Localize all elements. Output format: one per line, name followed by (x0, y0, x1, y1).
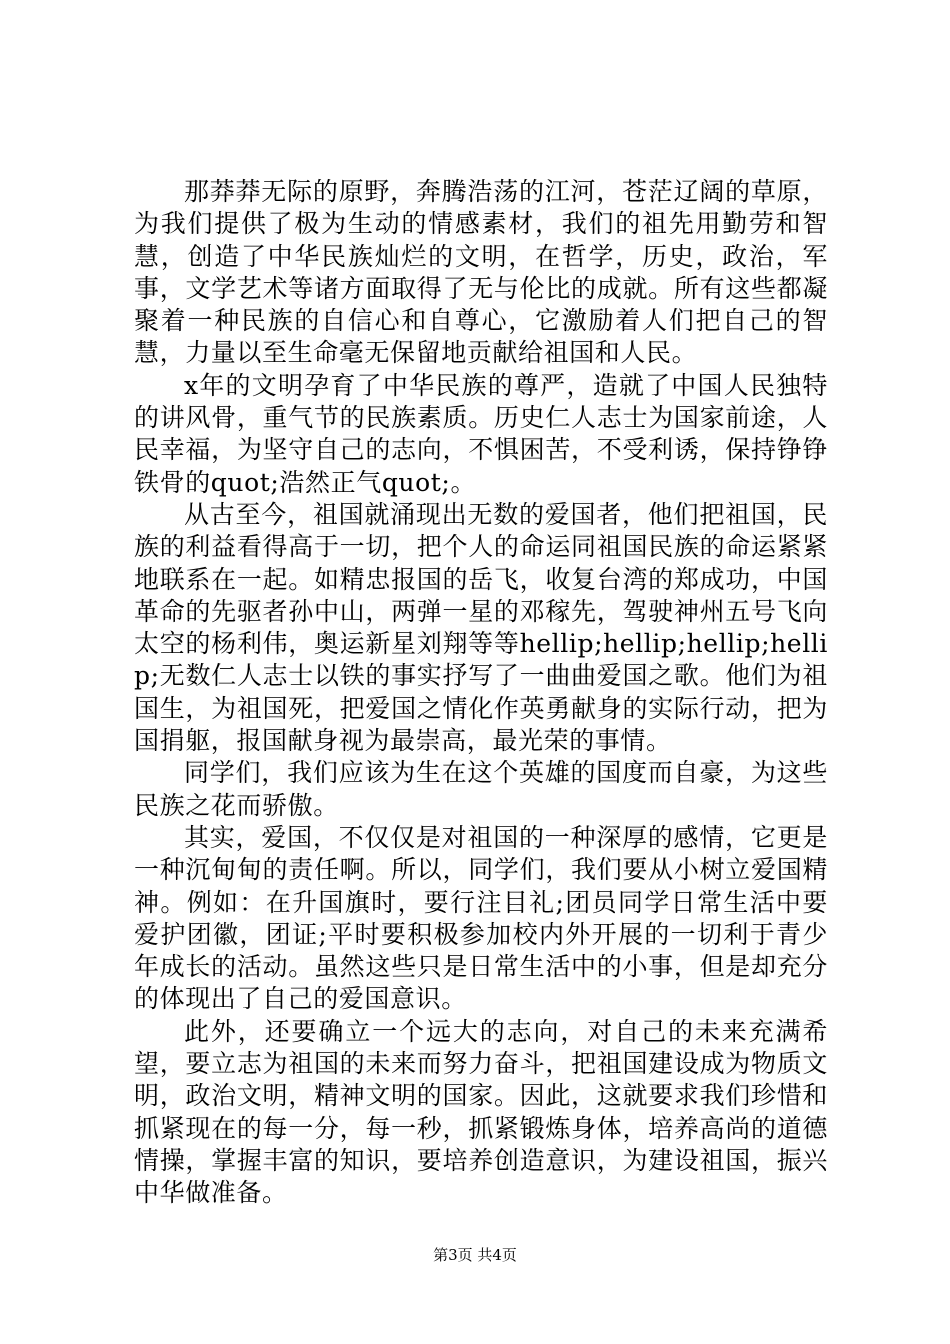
paragraph: 从古至今，祖国就涌现出无数的爱国者，他们把祖国，民族的利益看得高于一切，把个人的命运同祖国民族的命运紧紧地联系在一起。如精忠报国的岳飞，收复台湾的郑成功，中国革命的先驱者孙中山，两弹一星的邓稼先，驾驶神州五号飞向太空的杨利伟，奥运新星刘翔等等hellip;hellip;hellip;hellip;无数仁人志士以铁的事实抒写了一曲曲爱国之歌。他们为祖国生，为祖国死，把爱国之情化作英勇献身的实际行动，把为国捐躯，报国献身视为最崇高，最光荣的事情。 (134, 499, 828, 756)
paragraph: 那莽莽无际的原野，奔腾浩荡的江河，苍茫辽阔的草原，为我们提供了极为生动的情感素材，我们的祖先用勤劳和智慧，创造了中华民族灿烂的文明，在哲学，历史，政治，军事，文学艺术等诸方面取得了无与伦比的成就。所有这些都凝聚着一种民族的自信心和自尊心，它激励着人们把自己的智慧，力量以至生命毫无保留地贡献给祖国和人民。 (134, 177, 828, 368)
paragraph: 此外，还要确立一个远大的志向，对自己的未来充满希望，要立志为祖国的未来而努力奋斗，把祖国建设成为物质文明，政治文明，精神文明的国家。因此，这就要求我们珍惜和抓紧现在的每一分，每一秒，抓紧锻炼身体，培养高尚的道德情操，掌握丰富的知识，要培养创造意识，为建设祖国，振兴中华做准备。 (134, 1016, 828, 1208)
document-body (134, 176, 828, 1210)
page-footer: 第3页 共4页 (433, 1246, 517, 1264)
paragraph: 其实，爱国，不仅仅是对祖国的一种深厚的感情，它更是一种沉甸甸的责任啊。所以，同学们，我们要从小树立爱国精神。例如：在升国旗时，要行注目礼;团员同学日常生活中要爱护团徽，团证;平时要积极参加校内外开展的一切利于青少年成长的活动。虽然这些只是日常生活中的小事，但是却充分的体现出了自己的爱国意识。 (134, 822, 828, 1014)
paragraph: 同学们，我们应该为生在这个英雄的国度而自豪，为这些民族之花而骄傲。 (134, 758, 828, 820)
paragraph: x年的文明孕育了中华民族的尊严，造就了中国人民独特的讲风骨，重气节的民族素质。历史仁人志士为国家前途，人民幸福，为坚守自己的志向，不惧困苦，不受利诱，保持铮铮铁骨的quot;浩然正气quot;。 (134, 370, 828, 497)
